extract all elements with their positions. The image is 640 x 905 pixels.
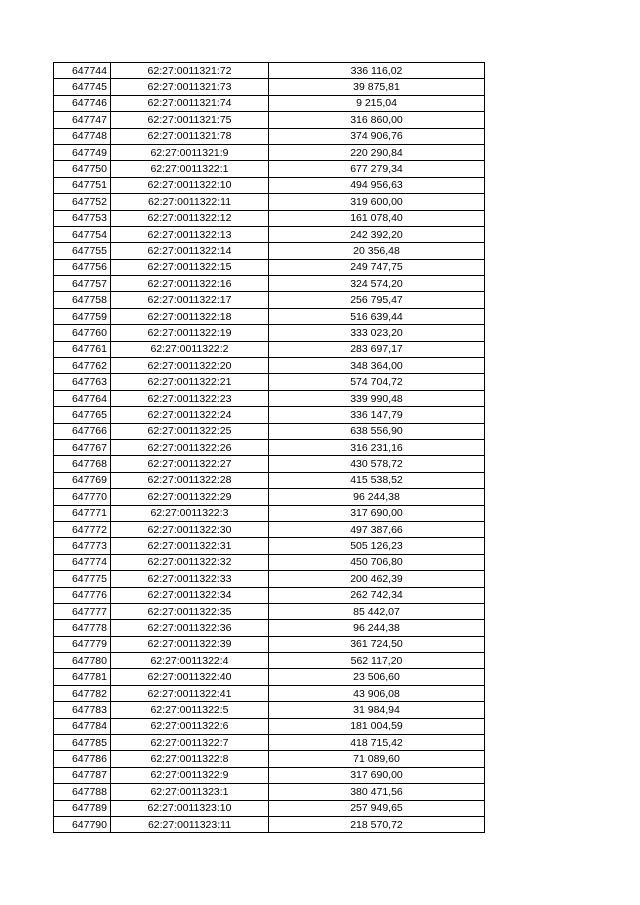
row-number-cell: 647778 — [54, 620, 111, 636]
cadastral-number-cell: 62:27:0011322:24 — [111, 407, 269, 423]
cadastral-value-cell: 319 600,00 — [269, 194, 485, 210]
table-row — [54, 407, 485, 423]
cadastral-value-cell: 324 574,20 — [269, 276, 485, 292]
row-number-cell: 647782 — [54, 685, 111, 701]
cadastral-number-cell: 62:27:0011321:75 — [111, 112, 269, 128]
cadastral-value-cell: 316 231,16 — [269, 439, 485, 455]
row-number-cell: 647766 — [54, 423, 111, 439]
row-number-cell: 647750 — [54, 161, 111, 177]
row-number-cell: 647745 — [54, 79, 111, 95]
table-row — [54, 571, 485, 587]
table-row — [54, 456, 485, 472]
table-row — [54, 653, 485, 669]
cadastral-value-cell: 430 578,72 — [269, 456, 485, 472]
cadastral-number-cell: 62:27:0011322:21 — [111, 374, 269, 390]
row-number-cell: 647761 — [54, 341, 111, 357]
row-number-cell: 647762 — [54, 358, 111, 374]
cadastral-number-cell: 62:27:0011322:16 — [111, 276, 269, 292]
cadastral-value-cell: 562 117,20 — [269, 653, 485, 669]
row-number-cell: 647770 — [54, 489, 111, 505]
cadastral-value-cell: 262 742,34 — [269, 587, 485, 603]
cadastral-number-cell: 62:27:0011322:36 — [111, 620, 269, 636]
cadastral-number-cell: 62:27:0011322:39 — [111, 636, 269, 652]
row-number-cell: 647768 — [54, 456, 111, 472]
cadastral-number-cell: 62:27:0011322:9 — [111, 767, 269, 783]
table-row — [54, 63, 485, 79]
cadastral-value-cell: 418 715,42 — [269, 735, 485, 751]
cadastral-number-cell: 62:27:0011322:23 — [111, 390, 269, 406]
cadastral-value-cell: 23 506,60 — [269, 669, 485, 685]
row-number-cell: 647784 — [54, 718, 111, 734]
row-number-cell: 647774 — [54, 554, 111, 570]
cadastral-value-cell: 415 538,52 — [269, 472, 485, 488]
cadastral-number-cell: 62:27:0011322:17 — [111, 292, 269, 308]
table-body — [54, 63, 485, 833]
table-row — [54, 308, 485, 324]
cadastral-value-table — [53, 62, 485, 833]
cadastral-number-cell: 62:27:0011322:32 — [111, 554, 269, 570]
table-row — [54, 325, 485, 341]
cadastral-number-cell: 62:27:0011323:10 — [111, 800, 269, 816]
cadastral-value-cell: 220 290,84 — [269, 144, 485, 160]
row-number-cell: 647787 — [54, 767, 111, 783]
cadastral-number-cell: 62:27:0011322:8 — [111, 751, 269, 767]
table-row — [54, 292, 485, 308]
table-row — [54, 767, 485, 783]
cadastral-value-cell: 20 356,48 — [269, 243, 485, 259]
table-row — [54, 144, 485, 160]
row-number-cell: 647789 — [54, 800, 111, 816]
cadastral-value-cell: 283 697,17 — [269, 341, 485, 357]
cadastral-number-cell: 62:27:0011322:41 — [111, 685, 269, 701]
cadastral-value-cell: 96 244,38 — [269, 489, 485, 505]
cadastral-number-cell: 62:27:0011322:12 — [111, 210, 269, 226]
row-number-cell: 647779 — [54, 636, 111, 652]
row-number-cell: 647751 — [54, 177, 111, 193]
row-number-cell: 647759 — [54, 308, 111, 324]
cadastral-value-cell: 374 906,76 — [269, 128, 485, 144]
row-number-cell: 647780 — [54, 653, 111, 669]
row-number-cell: 647765 — [54, 407, 111, 423]
cadastral-value-cell: 85 442,07 — [269, 603, 485, 619]
cadastral-value-cell: 348 364,00 — [269, 358, 485, 374]
cadastral-number-cell: 62:27:0011321:9 — [111, 144, 269, 160]
cadastral-number-cell: 62:27:0011322:5 — [111, 702, 269, 718]
table-row — [54, 521, 485, 537]
table-row — [54, 423, 485, 439]
cadastral-number-cell: 62:27:0011323:11 — [111, 816, 269, 832]
cadastral-value-cell: 380 471,56 — [269, 784, 485, 800]
cadastral-value-cell: 249 747,75 — [269, 259, 485, 275]
table-row — [54, 226, 485, 242]
row-number-cell: 647758 — [54, 292, 111, 308]
row-number-cell: 647752 — [54, 194, 111, 210]
table-row — [54, 554, 485, 570]
row-number-cell: 647785 — [54, 735, 111, 751]
table-row — [54, 128, 485, 144]
row-number-cell: 647771 — [54, 505, 111, 521]
cadastral-value-cell: 242 392,20 — [269, 226, 485, 242]
cadastral-value-cell: 71 089,60 — [269, 751, 485, 767]
cadastral-number-cell: 62:27:0011321:78 — [111, 128, 269, 144]
table-row — [54, 718, 485, 734]
table-row — [54, 784, 485, 800]
row-number-cell: 647756 — [54, 259, 111, 275]
cadastral-value-cell: 333 023,20 — [269, 325, 485, 341]
row-number-cell: 647764 — [54, 390, 111, 406]
cadastral-value-cell: 9 215,04 — [269, 95, 485, 111]
table-row — [54, 636, 485, 652]
cadastral-number-cell: 62:27:0011322:2 — [111, 341, 269, 357]
cadastral-number-cell: 62:27:0011322:30 — [111, 521, 269, 537]
cadastral-value-cell: 200 462,39 — [269, 571, 485, 587]
table-row — [54, 685, 485, 701]
cadastral-value-cell: 161 078,40 — [269, 210, 485, 226]
table-row — [54, 472, 485, 488]
row-number-cell: 647786 — [54, 751, 111, 767]
row-number-cell: 647749 — [54, 144, 111, 160]
table-row — [54, 358, 485, 374]
cadastral-value-cell: 39 875,81 — [269, 79, 485, 95]
row-number-cell: 647777 — [54, 603, 111, 619]
cadastral-number-cell: 62:27:0011322:15 — [111, 259, 269, 275]
cadastral-number-cell: 62:27:0011322:4 — [111, 653, 269, 669]
table-row — [54, 587, 485, 603]
cadastral-number-cell: 62:27:0011321:72 — [111, 63, 269, 79]
table-row — [54, 505, 485, 521]
cadastral-value-cell: 336 116,02 — [269, 63, 485, 79]
table-row — [54, 800, 485, 816]
row-number-cell: 647755 — [54, 243, 111, 259]
row-number-cell: 647769 — [54, 472, 111, 488]
row-number-cell: 647773 — [54, 538, 111, 554]
table-row — [54, 259, 485, 275]
table-row — [54, 538, 485, 554]
row-number-cell: 647753 — [54, 210, 111, 226]
row-number-cell: 647763 — [54, 374, 111, 390]
row-number-cell: 647767 — [54, 439, 111, 455]
cadastral-value-cell: 574 704,72 — [269, 374, 485, 390]
table-row — [54, 751, 485, 767]
cadastral-number-cell: 62:27:0011322:20 — [111, 358, 269, 374]
cadastral-number-cell: 62:27:0011322:31 — [111, 538, 269, 554]
cadastral-number-cell: 62:27:0011322:18 — [111, 308, 269, 324]
table-row — [54, 374, 485, 390]
table-row — [54, 603, 485, 619]
cadastral-value-cell: 31 984,94 — [269, 702, 485, 718]
cadastral-value-cell: 361 724,50 — [269, 636, 485, 652]
cadastral-number-cell: 62:27:0011322:14 — [111, 243, 269, 259]
cadastral-number-cell: 62:27:0011322:35 — [111, 603, 269, 619]
cadastral-value-cell: 316 860,00 — [269, 112, 485, 128]
cadastral-value-cell: 218 570,72 — [269, 816, 485, 832]
cadastral-number-cell: 62:27:0011322:40 — [111, 669, 269, 685]
cadastral-number-cell: 62:27:0011322:10 — [111, 177, 269, 193]
cadastral-number-cell: 62:27:0011321:73 — [111, 79, 269, 95]
table-row — [54, 735, 485, 751]
cadastral-value-cell: 339 990,48 — [269, 390, 485, 406]
row-number-cell: 647772 — [54, 521, 111, 537]
cadastral-number-cell: 62:27:0011322:3 — [111, 505, 269, 521]
cadastral-number-cell: 62:27:0011322:33 — [111, 571, 269, 587]
row-number-cell: 647781 — [54, 669, 111, 685]
table-row — [54, 276, 485, 292]
cadastral-number-cell: 62:27:0011322:28 — [111, 472, 269, 488]
cadastral-value-cell: 181 004,59 — [269, 718, 485, 734]
row-number-cell: 647788 — [54, 784, 111, 800]
table-row — [54, 112, 485, 128]
table-row — [54, 79, 485, 95]
table-row — [54, 210, 485, 226]
table-row — [54, 243, 485, 259]
row-number-cell: 647747 — [54, 112, 111, 128]
cadastral-number-cell: 62:27:0011322:11 — [111, 194, 269, 210]
cadastral-value-cell: 505 126,23 — [269, 538, 485, 554]
table-row — [54, 95, 485, 111]
row-number-cell: 647744 — [54, 63, 111, 79]
cadastral-value-cell: 317 690,00 — [269, 767, 485, 783]
table-row — [54, 161, 485, 177]
cadastral-value-cell: 336 147,79 — [269, 407, 485, 423]
row-number-cell: 647748 — [54, 128, 111, 144]
table-row — [54, 702, 485, 718]
row-number-cell: 647783 — [54, 702, 111, 718]
cadastral-value-cell: 516 639,44 — [269, 308, 485, 324]
cadastral-number-cell: 62:27:0011322:19 — [111, 325, 269, 341]
cadastral-value-cell: 43 906,08 — [269, 685, 485, 701]
row-number-cell: 647754 — [54, 226, 111, 242]
cadastral-value-cell: 317 690,00 — [269, 505, 485, 521]
row-number-cell: 647775 — [54, 571, 111, 587]
row-number-cell: 647776 — [54, 587, 111, 603]
row-number-cell: 647790 — [54, 816, 111, 832]
cadastral-number-cell: 62:27:0011322:27 — [111, 456, 269, 472]
table-row — [54, 439, 485, 455]
row-number-cell: 647760 — [54, 325, 111, 341]
cadastral-value-cell: 450 706,80 — [269, 554, 485, 570]
cadastral-value-cell: 257 949,65 — [269, 800, 485, 816]
row-number-cell: 647746 — [54, 95, 111, 111]
cadastral-number-cell: 62:27:0011322:7 — [111, 735, 269, 751]
cadastral-number-cell: 62:27:0011322:34 — [111, 587, 269, 603]
cadastral-number-cell: 62:27:0011322:25 — [111, 423, 269, 439]
table-row — [54, 669, 485, 685]
cadastral-number-cell: 62:27:0011322:6 — [111, 718, 269, 734]
table-row — [54, 177, 485, 193]
table-row — [54, 194, 485, 210]
table-row — [54, 341, 485, 357]
cadastral-number-cell: 62:27:0011321:74 — [111, 95, 269, 111]
cadastral-number-cell: 62:27:0011323:1 — [111, 784, 269, 800]
cadastral-value-cell: 677 279,34 — [269, 161, 485, 177]
cadastral-value-cell: 256 795,47 — [269, 292, 485, 308]
cadastral-number-cell: 62:27:0011322:13 — [111, 226, 269, 242]
cadastral-value-cell: 494 956,63 — [269, 177, 485, 193]
cadastral-number-cell: 62:27:0011322:1 — [111, 161, 269, 177]
table-row — [54, 816, 485, 832]
cadastral-value-cell: 497 387,66 — [269, 521, 485, 537]
row-number-cell: 647757 — [54, 276, 111, 292]
cadastral-number-cell: 62:27:0011322:29 — [111, 489, 269, 505]
cadastral-number-cell: 62:27:0011322:26 — [111, 439, 269, 455]
table-row — [54, 489, 485, 505]
table-row — [54, 390, 485, 406]
cadastral-value-cell: 638 556,90 — [269, 423, 485, 439]
cadastral-value-cell: 96 244,38 — [269, 620, 485, 636]
table-row — [54, 620, 485, 636]
